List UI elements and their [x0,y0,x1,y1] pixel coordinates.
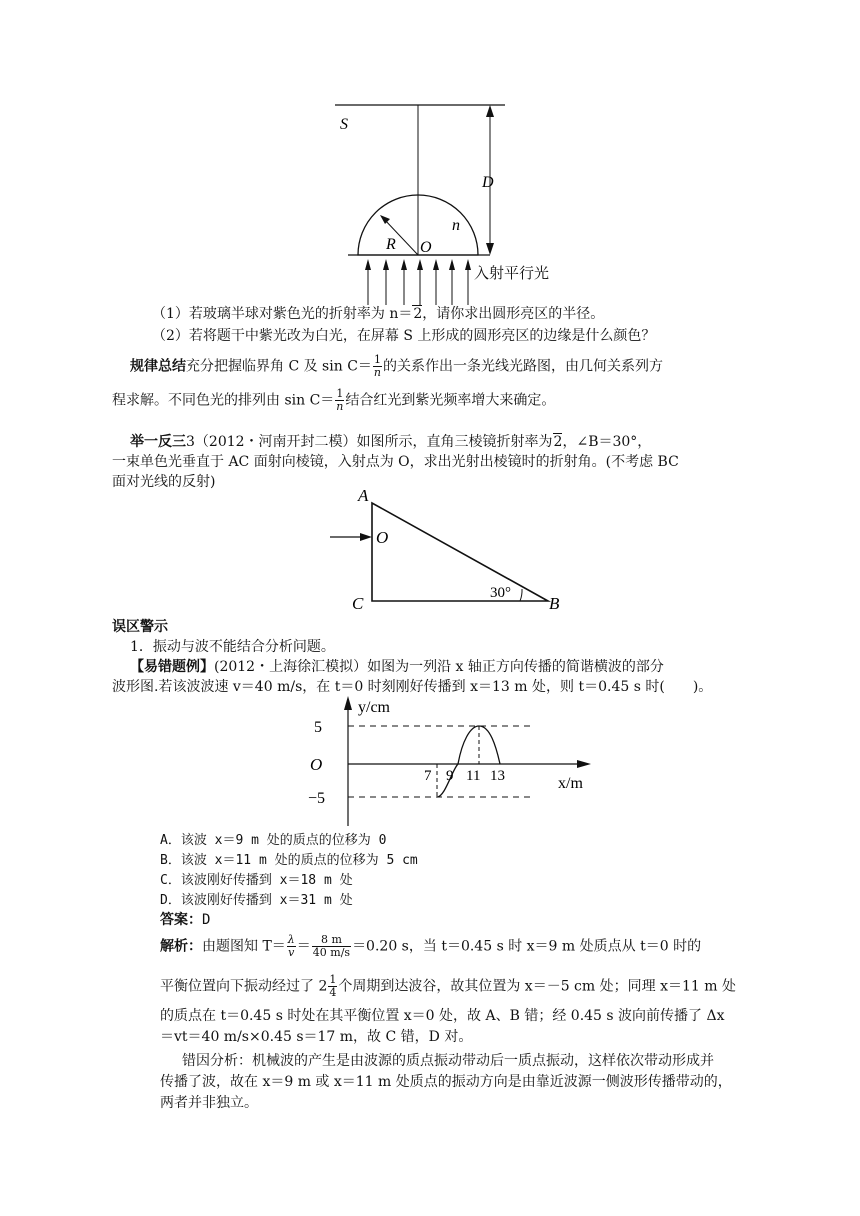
summary-line-2: 程求解。不同色光的排列由 sin C＝ $\frac{1}{n}$ 结合红光到紫光频率增大来确定。 [112,387,556,413]
x-tick-9: 9 [446,768,454,784]
prism-figure [320,485,580,615]
label-s: S [340,116,348,133]
prism-triangle [372,503,548,601]
label-c: C [352,594,364,613]
example3-line-2: 一束单色光垂直于 AC 面射向棱镜，入射点为 O，求出光射出棱镜时的折射角。(不考虑 BC [112,454,679,470]
wave-curve [437,726,500,797]
fig1-caption: 入射平行光 [474,264,550,282]
question-1: （1）若玻璃半球对紫色光的折射率为 n＝2，请你求出圆形亮区的半径。 [152,306,605,322]
label-b: B [549,594,560,613]
x-tick-7: 7 [424,768,432,784]
option-a: A．该波 x＝9 m 处的质点的位移为 0 [160,833,387,848]
option-c: C．该波刚好传播到 x＝18 m 处 [160,873,353,888]
origin-label: O [310,755,323,774]
example3-line-1: 举一反三3（2012・河南开封二模）如图所示，直角三棱镜折射率为2，∠B＝30°， [130,434,652,450]
label-a: A [358,486,369,505]
option-d: D．该波刚好传播到 x＝31 m 处 [160,893,353,908]
analysis-line-3: 的质点在 t＝0.45 s 时处在其平衡位置 x＝0 处，故 A、B 错；经 0.45 s 波向前传播了 Δx [160,1008,725,1024]
y-tick-neg5: −5 [308,790,326,807]
x-tick-11: 11 [466,768,481,784]
summary-line-1: 规律总结充分把握临界角 C 及 sin C＝ $\frac{1}{n}$ 的关系作出一条光线光路图，由几何关系列方 [130,353,663,379]
cause-line-3: 两者并非独立。 [160,1095,258,1111]
warning-item-1: 1．振动与波不能结合分析问题。 [130,639,335,655]
label-r: R [386,236,396,253]
wave-figure [300,690,620,830]
y-tick-5: 5 [314,719,322,736]
x-tick-13: 13 [490,768,505,784]
angle-label: 30° [490,585,511,601]
label-n: n [452,217,460,234]
example-line-1: 【易错题例】(2012・上海徐汇模拟）如图为一列沿 x 轴正方向传播的简谐横波的部分 [130,659,664,675]
x-axis-label: x/m [558,775,583,792]
analysis-line-2: 平衡位置向下振动经过了 2 $\frac{1}{4}$ 个周期到达波谷，故其位置为 x＝－5 cm 处；同理 x＝11 m 处 [160,973,736,999]
answer: 答案：D [160,912,211,928]
label-d: D [482,174,494,191]
label-o: O [420,239,432,256]
hemisphere-figure [330,95,600,310]
analysis-line-4: ＝vt＝40 m/s×0.45 s＝17 m，故 C 错，D 对。 [160,1029,473,1045]
example3-line-3: 面对光线的反射) [112,474,216,490]
cause-line-2: 传播了波，故在 x＝9 m 或 x＝11 m 处质点的振动方向是由靠近波源一侧波形传播带动的， [160,1074,732,1090]
option-b: B．该波 x＝11 m 处的质点的位移为 5 cm [160,853,418,868]
warning-title: 误区警示 [112,619,168,635]
example-line-2: 波形图.若该波波速 v＝40 m/s，在 t＝0 时刻刚好传播到 x＝13 m 处，则 t＝0.45 s 时( )。 [112,679,713,695]
analysis-line-1: 解析：由题图知 T＝ $\frac{\lambda}{v}$ ＝ $\frac{8 m}{40 m/s}$ ＝0.20 s，当 t＝0.45 s 时 x＝9 m 处质点从 t＝0 时的 [160,933,702,959]
y-axis-label: y/cm [358,699,390,716]
cause-line-1: 错因分析：机械波的产生是由波源的质点振动带动后一质点振动，这样依次带动形成并 [182,1053,714,1069]
question-2: （2）若将题干中紫光改为白光，在屏幕 S 上形成的圆形亮区的边缘是什么颜色？ [152,328,656,344]
label-o2: O [376,528,389,547]
